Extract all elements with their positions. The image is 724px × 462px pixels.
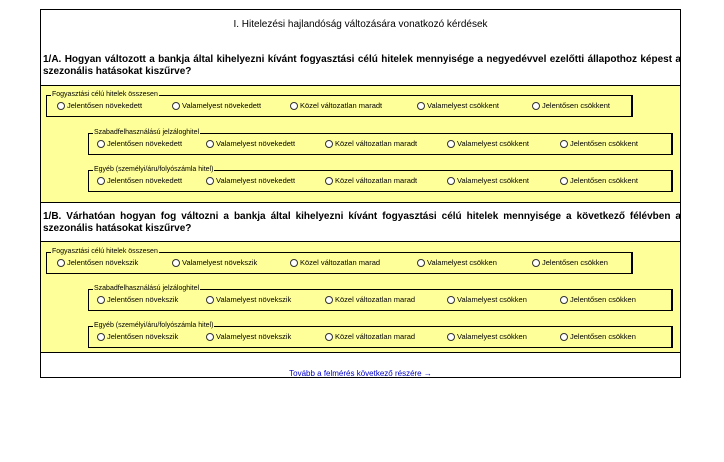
radio-button[interactable] (290, 259, 298, 267)
radio-label: Közel változatlan marad (335, 295, 416, 304)
question-text: 1/A. Hogyan változott a bankja által kihelyezni kívánt fogyasztási célú hitelek mennyisége a negyedévvel ezelőtti állapothoz képest a szezonális hatásokat kiszűrve? (43, 54, 681, 77)
radio-button[interactable] (417, 102, 425, 110)
radio-button[interactable] (97, 333, 105, 341)
radio-option[interactable] (447, 332, 527, 342)
radio-button[interactable] (560, 140, 568, 148)
radio-button[interactable] (325, 333, 333, 341)
answer-area (41, 85, 680, 203)
radio-option[interactable] (290, 258, 380, 268)
radio-label: Jelentősen csökken (542, 258, 608, 267)
radio-button[interactable] (97, 140, 105, 148)
radio-option[interactable] (447, 295, 527, 305)
radio-label: Valamelyest csökken (427, 258, 497, 267)
radio-label: Valamelyest növekedett (182, 101, 262, 110)
radio-button[interactable] (447, 333, 455, 341)
radio-option[interactable] (206, 176, 295, 186)
radio-label: Jelentősen növekszik (107, 332, 179, 341)
radio-label: Valamelyest csökkent (427, 101, 499, 110)
radio-button[interactable] (560, 333, 568, 341)
radio-button[interactable] (97, 177, 105, 185)
radio-label: Valamelyest növekszik (216, 295, 292, 304)
group-legend: Szabadfelhasználású jelzáloghitel (94, 129, 200, 136)
radio-label: Jelentősen növekedett (107, 176, 183, 185)
radio-button[interactable] (206, 177, 214, 185)
radio-label: Jelentősen növekszik (107, 295, 179, 304)
radio-option[interactable] (325, 139, 417, 149)
radio-option[interactable] (57, 101, 142, 111)
radio-option[interactable] (206, 139, 295, 149)
radio-option[interactable] (447, 139, 529, 149)
radio-label: Valamelyest növekszik (216, 332, 292, 341)
radio-label: Valamelyest növekedett (216, 176, 296, 185)
radio-button[interactable] (57, 102, 65, 110)
next-section-link[interactable]: Tovább a felmérés következő részére → (289, 369, 432, 378)
question-text: 1/B. Várhatóan hogyan fog változni a bankja által kihelyezni kívánt fogyasztási célú hitelek mennyisége a következő félévben a szezonális hatásokat kiszűrve? (43, 211, 681, 234)
radio-button[interactable] (172, 259, 180, 267)
radio-label: Valamelyest csökken (457, 332, 527, 341)
radio-button[interactable] (447, 296, 455, 304)
radio-option[interactable] (97, 176, 182, 186)
radio-button[interactable] (417, 259, 425, 267)
radio-option[interactable] (97, 139, 182, 149)
radio-button[interactable] (290, 102, 298, 110)
radio-button[interactable] (560, 296, 568, 304)
radio-option[interactable] (560, 332, 636, 342)
survey-frame (40, 9, 681, 378)
radio-button[interactable] (57, 259, 65, 267)
radio-label: Valamelyest csökkent (457, 139, 529, 148)
radio-label: Közel változatlan maradt (335, 139, 418, 148)
radio-button[interactable] (206, 296, 214, 304)
radio-label: Jelentősen csökkent (570, 139, 638, 148)
radio-button[interactable] (447, 177, 455, 185)
radio-label: Valamelyest növekedett (216, 139, 296, 148)
radio-option[interactable] (532, 258, 608, 268)
radio-label: Közel változatlan marad (300, 258, 381, 267)
radio-label: Jelentősen csökken (570, 295, 636, 304)
radio-label: Közel változatlan maradt (335, 176, 418, 185)
radio-option[interactable] (560, 139, 638, 149)
option-group (88, 166, 673, 192)
radio-option[interactable] (172, 101, 261, 111)
radio-option[interactable] (532, 101, 610, 111)
radio-button[interactable] (325, 140, 333, 148)
radio-label: Jelentősen csökkent (570, 176, 638, 185)
radio-option[interactable] (206, 332, 291, 342)
radio-option[interactable] (447, 176, 529, 186)
option-group (46, 91, 633, 117)
radio-label: Közel változatlan maradt (300, 101, 383, 110)
radio-option[interactable] (325, 176, 417, 186)
radio-option[interactable] (325, 332, 415, 342)
radio-label: Jelentősen növekedett (67, 101, 143, 110)
group-legend: Szabadfelhasználású jelzáloghitel (94, 285, 200, 292)
radio-button[interactable] (206, 333, 214, 341)
group-legend: Fogyasztási célú hitelek összesen (52, 91, 158, 98)
radio-label: Valamelyest növekszik (182, 258, 258, 267)
radio-button[interactable] (325, 296, 333, 304)
radio-option[interactable] (325, 295, 415, 305)
section-title: I. Hitelezési hajlandóság változására vonatkozó kérdések (233, 19, 488, 30)
option-group (46, 248, 633, 274)
radio-option[interactable] (97, 332, 178, 342)
option-group (88, 322, 673, 348)
radio-option[interactable] (560, 176, 638, 186)
radio-label: Jelentősen növekszik (67, 258, 139, 267)
radio-option[interactable] (97, 295, 178, 305)
radio-label: Jelentősen csökken (570, 332, 636, 341)
radio-option[interactable] (206, 295, 291, 305)
radio-button[interactable] (532, 102, 540, 110)
radio-button[interactable] (325, 177, 333, 185)
radio-label: Jelentősen növekedett (107, 139, 183, 148)
option-group (88, 129, 673, 155)
radio-button[interactable] (447, 140, 455, 148)
radio-option[interactable] (417, 258, 497, 268)
radio-option[interactable] (290, 101, 382, 111)
radio-button[interactable] (206, 140, 214, 148)
radio-button[interactable] (532, 259, 540, 267)
radio-button[interactable] (97, 296, 105, 304)
group-legend: Egyéb (személyi/áru/folyószámla hitel) (94, 322, 214, 329)
radio-label: Valamelyest csökken (457, 295, 527, 304)
radio-option[interactable] (57, 258, 138, 268)
group-legend: Fogyasztási célú hitelek összesen (52, 248, 158, 255)
group-legend: Egyéb (személyi/áru/folyószámla hitel) (94, 166, 214, 173)
radio-button[interactable] (560, 177, 568, 185)
answer-area (41, 241, 680, 353)
radio-option[interactable] (417, 101, 499, 111)
radio-label: Jelentősen csökkent (542, 101, 610, 110)
option-group (88, 285, 673, 311)
radio-label: Valamelyest csökkent (457, 176, 529, 185)
radio-option[interactable] (172, 258, 257, 268)
radio-label: Közel változatlan marad (335, 332, 416, 341)
radio-option[interactable] (560, 295, 636, 305)
radio-button[interactable] (172, 102, 180, 110)
